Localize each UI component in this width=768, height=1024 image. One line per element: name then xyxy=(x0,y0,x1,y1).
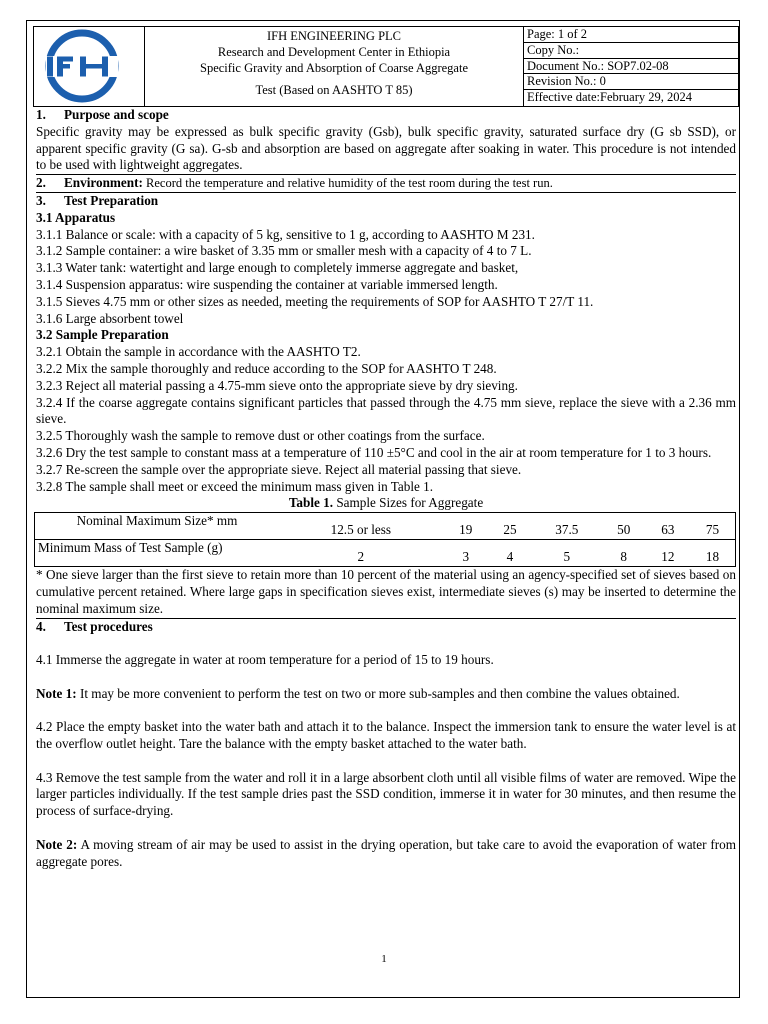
document-number: Document No.: SOP7.02-08 xyxy=(524,59,740,75)
header-title-block xyxy=(145,27,523,106)
document-control-table xyxy=(523,27,740,106)
procedure-4-3: 4.3 Remove the test sample from the water and roll it in a large absorbent cloth until all visible films of water are removed. Wipe the larger particles individually. If the test sample dries past the SSD condition, immerse it in water for 30 minutes, and then resume the process of surface-drying. xyxy=(36,769,736,819)
apparatus-item: 3.1.6 Large absorbent towel xyxy=(36,310,184,326)
apparatus-item: 3.1.3 Water tank: watertight and large enough to completely immerse aggregate and basket, xyxy=(36,260,519,276)
prep-item: 3.2.3 Reject all material passing a 4.75-mm sieve onto the appropriate sieve by dry sieving. xyxy=(36,377,518,393)
document-body xyxy=(36,107,736,870)
prep-item: 3.2.6 Dry the test sample to constant mass at a temperature of 110 ±5°C and cool in the air at room temperature for 1 to 3 hours. xyxy=(36,444,712,460)
document-header xyxy=(33,26,739,107)
note-1: Note 1: It may be more convenient to perform the test on two or more sub-samples and then combine the values obtained. xyxy=(36,685,680,701)
prep-item: 3.2.7 Re-screen the sample over the appropriate sieve. Reject all material passing that sieve. xyxy=(36,461,522,477)
table-cell: 12 xyxy=(661,549,675,565)
prep-item: 3.2.8 The sample shall meet or exceed the minimum mass given in Table 1. xyxy=(36,478,434,494)
sop-title-line2: Test (Based on AASHTO T 85) xyxy=(255,83,413,97)
section-2: 2. Environment: Record the temperature and relative humidity of the test room during the test run. xyxy=(36,174,736,192)
table-cell: 19 xyxy=(444,513,488,540)
copy-number: Copy No.: xyxy=(524,43,740,59)
procedure-4-2: 4.2 Place the empty basket into the water bath and attach it to the balance. Inspect the immersion tank to ensure the water level is at the overflow outlet height. Tare the balance with the empty basket attached to the water bath. xyxy=(36,719,736,752)
table-cell: 37.5 xyxy=(532,513,602,540)
apparatus-item: 3.1.4 Suspension apparatus: wire suspending the container at variable immersed length. xyxy=(36,276,498,292)
table-cell: 3 xyxy=(462,549,470,565)
prep-item: 3.2.5 Thoroughly wash the sample to remove dust or other coatings from the surface. xyxy=(36,428,485,444)
table-cell: 12.5 or less xyxy=(278,513,444,540)
note-2: Note 2: A moving stream of air may be used to assist in the drying operation, but take care to avoid the evaporation of water from aggregate pores. xyxy=(36,836,736,869)
company-name: IFH ENGINEERING PLC xyxy=(266,29,402,43)
sample-size-table xyxy=(34,512,736,567)
purpose-paragraph: Specific gravity may be expressed as bulk specific gravity (Gsb), bulk specific gravity, saturated surface dry (G sb SSD), or apparent specific gravity (G sa). G-sb and absorption are based on aggregate after soaking in water. This procedure is not intended to be used with lightweight aggregates. xyxy=(36,123,736,173)
ifh-logo-icon xyxy=(34,27,144,106)
section-heading-3: 3. Test Preparation xyxy=(36,192,736,210)
revision-number: Revision No.: 0 xyxy=(524,74,740,90)
section-heading-4: 4. Test procedures xyxy=(36,618,736,636)
section-heading-1: 1. Purpose and scope xyxy=(36,107,169,122)
table-cell: 2 xyxy=(357,549,365,565)
table-footnote: * One sieve larger than the first sieve to retain more than 10 percent of the material using an agency-specified set of sieves based on cumulative percent retained. Where large gaps in specification sieves exist, intermediate sieves (s) may be inserted to determine the nominal maximum size. xyxy=(36,567,736,616)
logo-text: IFH xyxy=(82,105,84,106)
apparatus-item: 3.1.2 Sample container: a wire basket of 3.35 mm or smaller mesh with a capacity of 4 to 7 L. xyxy=(36,243,532,259)
apparatus-heading: 3.1 Apparatus xyxy=(36,209,116,225)
procedure-4-1: 4.1 Immerse the aggregate in water at room temperature for a period of 15 to 19 hours. xyxy=(36,652,494,668)
table-cell: 5 xyxy=(563,549,571,565)
page-count: Page: 1 of 2 xyxy=(524,27,740,43)
table-cell: 8 xyxy=(620,549,627,565)
environment-label: Environment: xyxy=(64,175,143,191)
page-number: 1 xyxy=(381,953,387,965)
sop-title-line1: Specific Gravity and Absorption of Coarse Aggregate xyxy=(200,61,468,75)
prep-item: 3.2.4 If the coarse aggregate contains significant particles that passed through the 4.75 mm sieve, replace the sieve with a 2.36 mm sieve. xyxy=(36,394,736,427)
table-row xyxy=(35,540,736,567)
sample-prep-heading: 3.2 Sample Preparation xyxy=(36,327,169,343)
table-cell: 75 xyxy=(690,513,736,540)
apparatus-item: 3.1.1 Balance or scale: with a capacity of 5 kg, sensitive to 1 g, according to AASHTO M 231. xyxy=(36,226,535,242)
table-cell: 63 xyxy=(646,513,690,540)
environment-text: Record the temperature and relative humidity of the test room during the test run. xyxy=(142,176,553,191)
effective-date: Effective date:February 29, 2024 xyxy=(527,90,692,105)
apparatus-item: 3.1.5 Sieves 4.75 mm or other sizes as needed, meeting the requirements of SOP for AASHTO T 27/T 11. xyxy=(36,293,594,309)
table-cell: 4 xyxy=(506,549,514,565)
table-cell: 50 xyxy=(602,513,646,540)
table-cell: 18 xyxy=(705,549,720,565)
table-row xyxy=(35,513,736,540)
company-logo xyxy=(34,27,145,106)
prep-item: 3.2.2 Mix the sample thoroughly and reduce according to the SOP for AASHTO T 248. xyxy=(36,360,497,376)
center-name: Research and Development Center in Ethiopia xyxy=(217,45,451,59)
prep-item: 3.2.1 Obtain the sample in accordance with the AASHTO T2. xyxy=(36,344,361,360)
table-row-label: Nominal Maximum Size* mm xyxy=(35,513,279,540)
table-row-label: Minimum Mass of Test Sample (g) xyxy=(38,540,223,556)
table-cell: 25 xyxy=(488,513,532,540)
table-caption: Table 1. Sample Sizes for Aggregate xyxy=(288,495,484,511)
